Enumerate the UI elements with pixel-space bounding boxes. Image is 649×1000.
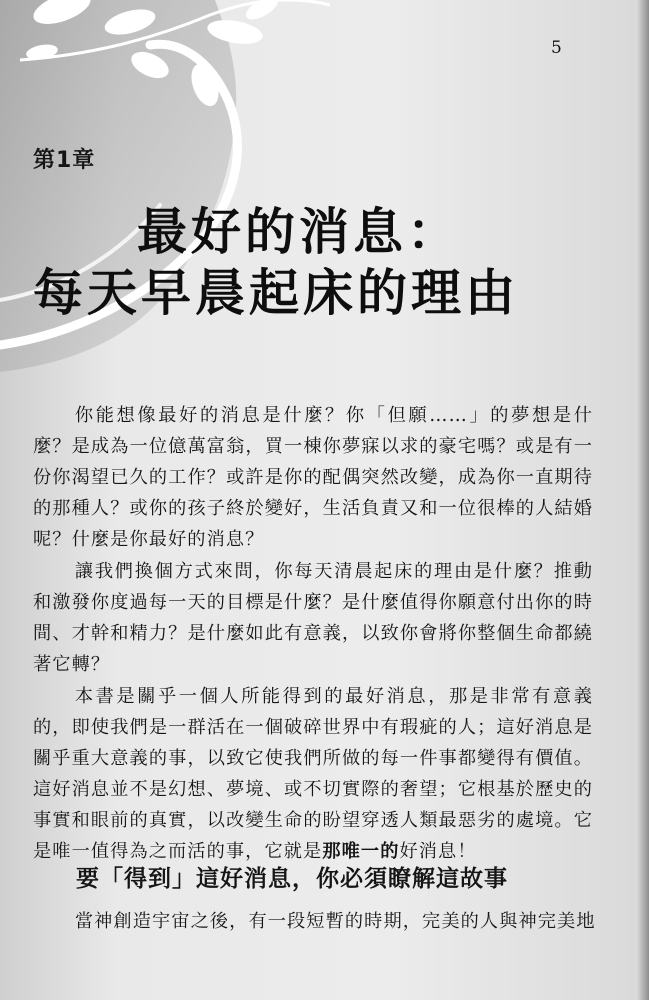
paragraph-text: 好消息！ (399, 841, 477, 862)
paragraph: 你能想像最好的消息是什麼？你「但願……」的夢想是什麼？是成為一位億萬富翁，買一棟你夢寐以求的豪宅嗎？或是有一份你渴望已久的工作？或許是你的配偶突然改變，成為你一直期待的那種人？或你的孩子終於變好，生活負責又和一位很棒的人結婚呢？什麼是你最好的消息？ (33, 405, 593, 550)
page-number: 5 (551, 38, 562, 58)
emphasis-text: 那唯一的 (322, 841, 400, 862)
body-text (33, 400, 593, 867)
paragraph: 讓我們換個方式來問，你每天清晨起床的理由是什麼？推動和激發你度過每一天的目標是什麼？是什麼值得你願意付出你的時間、才幹和精力？是什麼如此有意義，以致你會將你整個生命都繞著它轉？ (33, 561, 593, 675)
paragraph: 當神創造宇宙之後，有一段短暫的時期，完美的人與神完美地 (74, 911, 596, 932)
chapter-title-line-2: 每天早晨起床的理由 (33, 264, 519, 322)
paragraph (33, 681, 593, 867)
page-edge-shadow (637, 0, 649, 1000)
paragraph-text: 本書是關乎一個人所能得到的最好消息，那是非常有意義的，即使我們是一群活在一個破碎世界中有瑕疵的人；這好消息是關乎重大意義的事，以致它使我們所做的每一件事都變得有價值。這好消息並不是幻想、夢境、或不切實際的奢望；它根基於歷史的事實和眼前的真實，以改變生命的盼望穿透人類最惡劣的處境。它是唯一值得為之而活的事，它就是 (33, 686, 593, 862)
section-heading: 要「得到」這好消息，你必須瞭解這故事 (76, 866, 508, 892)
chapter-title-line-1: 最好的消息： (137, 203, 461, 261)
chapter-label: 第1章 (33, 148, 96, 173)
